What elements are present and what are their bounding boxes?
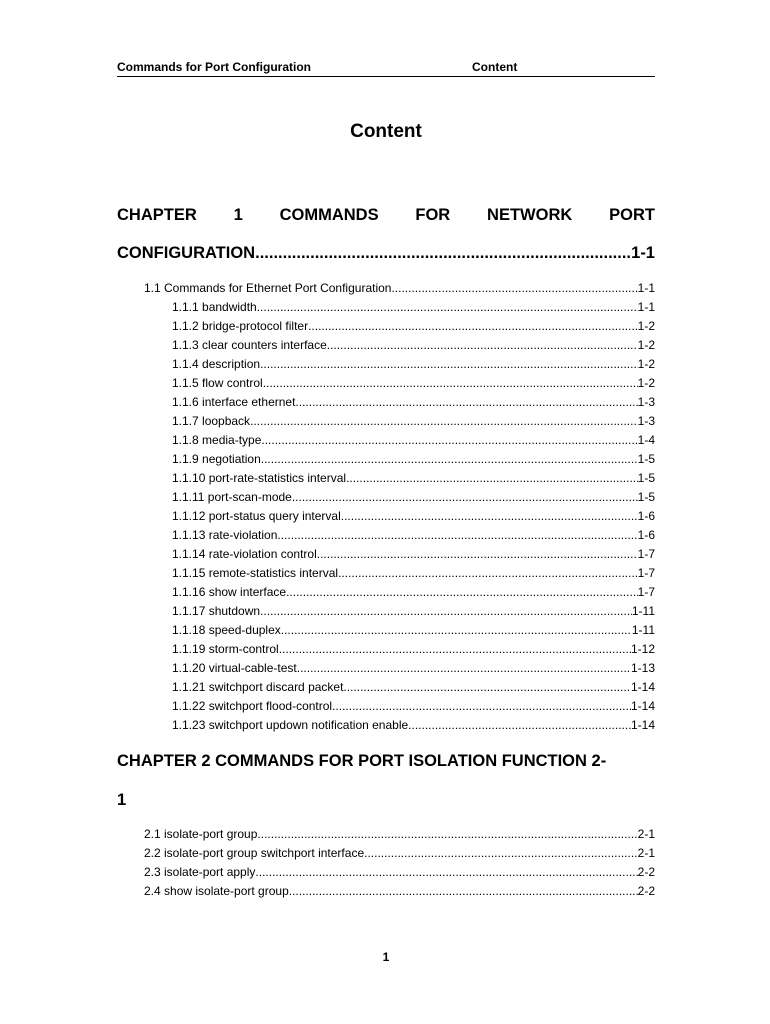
chapter-1-heading-line2[interactable] — [117, 244, 655, 263]
toc-entry-title: 1.1.5 flow control — [172, 376, 263, 390]
toc-entry-title: 1.1.14 rate-violation control — [172, 547, 317, 561]
toc-entry-page: 1-4 — [637, 433, 655, 447]
toc-entry-page: 1-6 — [637, 509, 655, 523]
toc-entry-page: 1-14 — [630, 699, 655, 713]
toc-entry-title: 1.1.13 rate-violation — [172, 528, 278, 542]
toc-entry-page: 1-7 — [637, 547, 655, 561]
dot-leader — [250, 414, 638, 429]
toc-entry[interactable] — [144, 827, 655, 842]
dot-leader — [260, 357, 638, 372]
toc-entry-title: 1.1.22 switchport flood-control — [172, 699, 333, 713]
toc-entry[interactable] — [172, 433, 655, 448]
toc-entry-page: 1-5 — [637, 490, 655, 504]
dot-leader — [281, 623, 632, 638]
toc-entry[interactable] — [172, 642, 655, 657]
toc-entry-title: 1.1.16 show interface — [172, 585, 287, 599]
toc-entry-title: 1.1.19 storm-control — [172, 642, 279, 656]
toc-entry[interactable] — [172, 471, 655, 486]
toc-entry-title: 1.1.20 virtual-cable-test — [172, 661, 297, 675]
toc-entry-page: 1-1 — [637, 300, 655, 314]
toc-entry-page: 1-2 — [637, 338, 655, 352]
toc-entry-title: 1.1.2 bridge-protocol filter — [172, 319, 309, 333]
dot-leader — [295, 395, 637, 410]
toc-entry[interactable] — [144, 884, 655, 899]
dot-leader — [297, 661, 631, 676]
dot-leader — [364, 846, 638, 861]
dot-leader — [261, 433, 637, 448]
toc-entry-title: 1.1.6 interface ethernet — [172, 395, 296, 409]
toc-entry-page: 1-3 — [637, 395, 655, 409]
running-header — [117, 60, 655, 77]
toc-entry[interactable] — [172, 395, 655, 410]
chapter-1-word: FOR — [415, 206, 451, 224]
chapter-1-word: COMMANDS — [279, 206, 379, 224]
toc-entry[interactable] — [172, 338, 655, 353]
toc-entry-page: 1-14 — [630, 718, 655, 732]
dot-leader — [257, 300, 638, 315]
dot-leader — [289, 884, 638, 899]
toc-entry-page: 1-11 — [631, 604, 655, 618]
toc-entry-page: 2-2 — [637, 865, 655, 879]
toc-entry[interactable] — [172, 585, 655, 600]
toc-entry-page: 2-1 — [637, 846, 655, 860]
toc-entry[interactable] — [172, 680, 655, 695]
toc-entry-page: 2-1 — [637, 827, 655, 841]
dot-leader — [277, 528, 637, 543]
chapter-2-heading-line2[interactable]: 1 — [117, 791, 127, 809]
toc-entry[interactable] — [172, 547, 655, 562]
chapter-2-heading-line1[interactable]: CHAPTER 2 COMMANDS FOR PORT ISOLATION FUNCTION 2- — [117, 752, 607, 770]
toc-entry-page: 1-3 — [637, 414, 655, 428]
toc-entry-title: 1.1.15 remote-statistics interval — [172, 566, 339, 580]
page-number: 1 — [382, 950, 390, 964]
toc-entry[interactable] — [172, 566, 655, 581]
toc-entry[interactable] — [172, 718, 655, 733]
toc-entry-page: 1-2 — [637, 319, 655, 333]
toc-entry-title: 1.1.8 media-type — [172, 433, 262, 447]
toc-entry[interactable] — [172, 357, 655, 372]
toc-entry-title: 1.1.18 speed-duplex — [172, 623, 281, 637]
toc-entry-title: 2.4 show isolate-port group — [144, 884, 289, 898]
toc-entry-title: 1.1.1 bandwidth — [172, 300, 257, 314]
toc-entry[interactable] — [144, 865, 655, 880]
toc-entry-page: 1-1 — [637, 281, 655, 295]
toc-entry[interactable] — [172, 452, 655, 467]
toc-entry-title: 2.1 isolate-port group — [144, 827, 258, 841]
toc-entry-page: 1-2 — [637, 376, 655, 390]
dot-leader — [317, 547, 638, 562]
chapter-1-word: 1 — [233, 206, 243, 224]
header-left-title: Commands for Port Configuration — [117, 60, 311, 74]
toc-entry[interactable] — [144, 846, 655, 861]
dot-leader — [391, 281, 637, 296]
toc-entry-title: 1.1.23 switchport updown notification enable — [172, 718, 409, 732]
toc-entry-page: 2-2 — [637, 884, 655, 898]
chapter-1-word: PORT — [609, 206, 655, 224]
toc-entry-title: 2.3 isolate-port apply — [144, 865, 256, 879]
toc-entry-title: 2.2 isolate-port group switchport interface — [144, 846, 365, 860]
dot-leader — [346, 471, 638, 486]
toc-entry-title: 1.1.3 clear counters interface — [172, 338, 327, 352]
toc-entry[interactable] — [172, 509, 655, 524]
toc-entry-page: 1-13 — [630, 661, 655, 675]
toc-entry-title: 1.1.11 port-scan-mode — [172, 490, 292, 504]
toc-entry-title: 1.1.12 port-status query interval — [172, 509, 341, 523]
chapter-1-page-number: 1-1 — [631, 244, 655, 262]
dot-leader — [332, 699, 631, 714]
toc-entry[interactable] — [172, 661, 655, 676]
toc-entry-title: 1.1.9 negotiation — [172, 452, 261, 466]
dot-leader — [261, 452, 638, 467]
dot-leader — [257, 827, 637, 842]
toc-entry[interactable] — [172, 490, 655, 505]
toc-entry-page: 1-2 — [637, 357, 655, 371]
dot-leader — [260, 604, 632, 619]
toc-entry-title: 1.1.7 loopback — [172, 414, 251, 428]
header-right-title: Content — [472, 60, 518, 74]
chapter-1-word: NETWORK — [487, 206, 573, 224]
toc-entry-page: 1-11 — [631, 623, 655, 637]
dot-leader — [292, 490, 638, 505]
dot-leader — [255, 244, 631, 263]
toc-entry[interactable] — [172, 319, 655, 334]
toc-entry[interactable] — [144, 281, 655, 296]
toc-entry-title: 1.1 Commands for Ethernet Port Configuration — [144, 281, 392, 295]
toc-entry-title: 1.1.4 description — [172, 357, 261, 371]
dot-leader — [279, 642, 631, 657]
dot-leader — [343, 680, 631, 695]
dot-leader — [327, 338, 638, 353]
dot-leader — [286, 585, 638, 600]
toc-entry-page: 1-5 — [637, 452, 655, 466]
dot-leader — [338, 566, 638, 581]
toc-entry[interactable] — [172, 414, 655, 429]
toc-entry-page: 1-7 — [637, 566, 655, 580]
toc-entry-title: 1.1.10 port-rate-statistics interval — [172, 471, 347, 485]
toc-entry-page: 1-14 — [630, 680, 655, 694]
dot-leader — [341, 509, 638, 524]
toc-entry[interactable] — [172, 528, 655, 543]
chapter-1-word: CHAPTER — [117, 206, 197, 224]
toc-entry[interactable] — [172, 604, 655, 619]
toc-entry[interactable] — [172, 699, 655, 714]
toc-entry-page: 1-6 — [637, 528, 655, 542]
toc-entry[interactable] — [172, 623, 655, 638]
page-title: Content — [350, 121, 422, 142]
toc-entry-title: 1.1.17 shutdown — [172, 604, 261, 618]
toc-entry-page: 1-7 — [637, 585, 655, 599]
toc-entry-page: 1-12 — [630, 642, 655, 656]
toc-entry-title: 1.1.21 switchport discard packet — [172, 680, 344, 694]
dot-leader — [255, 865, 637, 880]
dot-leader — [263, 376, 638, 391]
dot-leader — [408, 718, 631, 733]
chapter-1-title-text: CONFIGURATION — [117, 244, 256, 262]
chapter-1-heading-line1[interactable] — [117, 206, 655, 225]
toc-entry[interactable] — [172, 300, 655, 315]
toc-entry-page: 1-5 — [637, 471, 655, 485]
dot-leader — [308, 319, 638, 334]
toc-entry[interactable] — [172, 376, 655, 391]
